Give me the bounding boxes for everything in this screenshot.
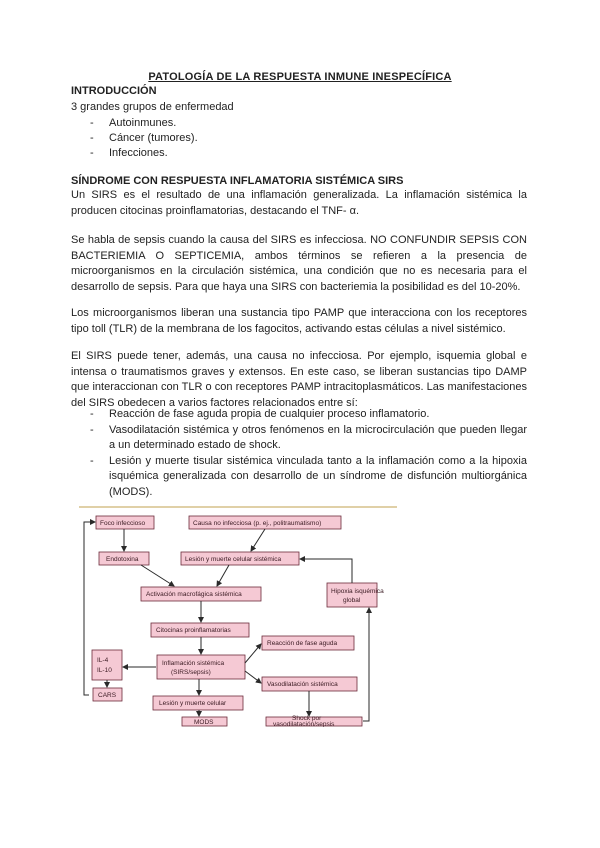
paragraph-3: Los microorganismos liberan una sustancia tipo PAMP que interacciona con los receptores tipo toll (TLR) de la membrana de los fagocitos, activando estas células a nivel sistémico. (71, 307, 527, 335)
activacion-macrofagica-label: Activación macrofágica sistémica (146, 591, 242, 598)
il10-label: IL-10 (97, 667, 112, 674)
list-item (90, 454, 527, 501)
hipoxia-global-label: global (343, 597, 361, 604)
mods-label: MODS (194, 719, 214, 726)
sirs-heading: SÍNDROME CON RESPUESTA INFLAMATORIA SISTÉMICA SIRS (71, 175, 404, 187)
lesion-muerte-sistemica-label: Lesión y muerte celular sistémica (185, 556, 282, 563)
paragraph-2: Se habla de sepsis cuando la causa del SIRS es infecciosa. NO CONFUNDIR SEPSIS CON BACTERIEMIA O SEPTICEMIA, ambos términos se refieren a la presencia de microorganismos en la circulación sistémica, una condición que no es necesaria para el desarrollo de sepsis. Para que haya una SIRS con bacteriemia la posibilidad es del 10-20%. (71, 234, 527, 293)
sirs-sepsis-label: (SIRS/sepsis) (171, 669, 211, 676)
shock-label: Shock por (292, 715, 322, 722)
intro-heading: INTRODUCCIÓN (71, 85, 157, 97)
il4-il10-box (92, 650, 122, 680)
shock-vasodilatacion-label: vasodilatación/sepsis (273, 721, 335, 727)
arrow-endotoxina-activacion (141, 565, 174, 586)
arrow-inflamacion-vaso (245, 671, 261, 683)
list-item-text: Reacción de fase aguda propia de cualquier proceso inflamatorio. (109, 408, 430, 420)
sirs-pathophysiology-diagram (79, 505, 397, 727)
arrow-causa-lesion (251, 529, 265, 551)
list-dash: - (90, 423, 94, 436)
hipoxia-isquemica-label: Hipoxia isquémica (331, 588, 384, 595)
il4-label: IL-4 (97, 657, 109, 664)
paragraph-4: El SIRS puede tener, además, una causa no infecciosa. Por ejemplo, isquemia global e intensa o traumatismos graves y extensos. En este caso, se liberan sustancias tipo DAMP que interaccionan con TLR o con receptores PAMP intracitoplasmáticos. Las manifestaciones del SIRS obedecen a varios factores relacionados entre sí: (71, 350, 527, 409)
inflamacion-sistemica-label: Inflamación sistémica (162, 660, 225, 667)
list-dash: - (90, 117, 94, 129)
lesion-muerte-celular-label: Lesión y muerte celular (159, 700, 227, 707)
list-dash: - (90, 454, 94, 467)
list-item (90, 407, 527, 423)
list-item-text: Lesión y muerte tisular sistémica vinculada tanto a la inflamación como a la hipoxia isquémica generalizada con desarrollo de un síndrome de disfunción multiorgánica (MODS). (109, 454, 527, 498)
list-dash: - (90, 132, 94, 144)
paragraph-1: Un SIRS es el resultado de una inflamación generalizada. La inflamación sistémica la producen citocinas proinflamatorias, destacando el TNF- α. (71, 189, 527, 217)
reaccion-fase-aguda-label: Reacción de fase aguda (267, 640, 338, 647)
endotoxina-label: Endotoxina (106, 556, 139, 563)
arrow-lesion-activacion (217, 565, 229, 586)
arrow-inflamacion-reaccion (245, 644, 261, 663)
causa-no-infecciosa-label: Causa no infecciosa (p. ej., politraumatismo) (193, 520, 322, 527)
list-item: Cáncer (tumores). (109, 132, 198, 144)
list-item: Autoinmunes. (109, 117, 177, 129)
foco-infeccioso-label: Foco infeccioso (100, 520, 146, 527)
list-item: Infecciones. (109, 147, 168, 159)
list-item-text: Vasodilatación sistémica y otros fenómenos en la microcirculación que pueden llegar a un determinado estado de shock. (109, 423, 527, 451)
citocinas-label: Citocinas proinflamatorias (156, 627, 231, 634)
sirs-manifestations-list (90, 407, 527, 500)
document-title: PATOLOGÍA DE LA RESPUESTA INMUNE INESPECÍFICA (148, 71, 452, 83)
list-item (90, 423, 527, 454)
cars-label: CARS (98, 692, 117, 699)
arrow-hipoxia-lesion (300, 559, 352, 583)
arrow-shock-hipoxia (363, 608, 369, 721)
list-dash: - (90, 408, 94, 420)
list-dash: - (90, 147, 94, 159)
intro-lead: 3 grandes grupos de enfermedad (71, 101, 234, 113)
vasodilatacion-label: Vasodilatación sistémica (267, 681, 338, 688)
